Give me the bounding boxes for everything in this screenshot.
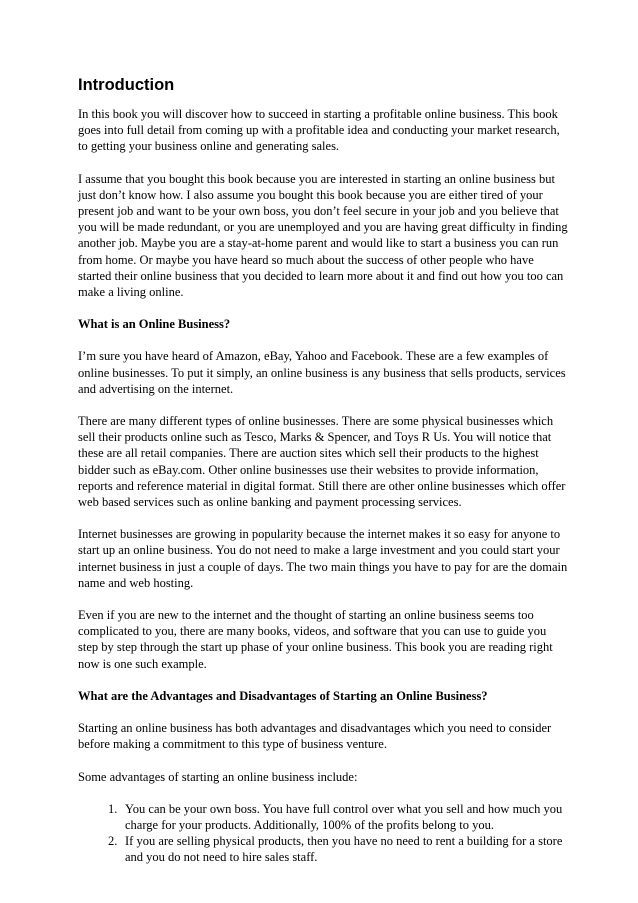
body-paragraph: There are many different types of online businesses. There are some physical businesses which sell their products online such as Tesco, Marks & Spencer, and Toys R Us. You will notice that these are all retail companies. There are auction sites which sell their products to the highest bidder such as eBay.com. Other online businesses use their websites to provide information, reports and reference material in digital format. Still there are other online businesses which offer web based services such as online banking and payment processing services. <box>78 414 566 510</box>
list-item-text: You can be your own boss. You have full control over what you sell and how much you charge for your products. Additionally, 100% of the profits belong to you. <box>125 801 563 832</box>
body-paragraph: Starting an online business has both advantages and disadvantages which you need to consider before making a commitment to this type of business venture. <box>78 721 552 752</box>
list-item-text: If you are selling physical products, then you have no need to rent a building for a store and you do not need to hire sales staff. <box>125 834 563 865</box>
body-paragraph: I’m sure you have heard of Amazon, eBay, Yahoo and Facebook. These are a few examples of online businesses. To put it simply, an online business is any business that sells products, services and advertising on the internet. <box>78 349 566 396</box>
body-paragraph: Internet businesses are growing in popularity because the internet makes it so easy for anyone to start up an online business. You do not need to make a large investment and you could start your internet business in just a couple of days. The two main things you have to pay for are the domain name and web hosting. <box>78 527 568 590</box>
list-item-number: 2. <box>108 834 118 849</box>
body-paragraph: Even if you are new to the internet and the thought of starting an online business seems too complicated to you, there are many books, videos, and software that you can use to guide you step by step through the start up phase of your online business. This book you are reading right now is one such example. <box>78 608 553 671</box>
list-item-number: 1. <box>108 801 118 816</box>
document-page <box>78 75 568 866</box>
advantages-list <box>78 801 568 866</box>
section-heading-online-business: What is an Online Business? <box>78 317 231 332</box>
intro-paragraph: I assume that you bought this book because you are interested in starting an online business but just don’t know how. I also assume you bought this book because you are either tired of your present job and want to be your own boss, you don’t feel secure in your job and you believe that you will be made redundant, or you are unemployed and you are having great difficulty in finding another job. Maybe you are a stay-at-home parent and would like to start a business you can run from home. Or maybe you have heard so much about the success of other people who have started their online business that you decided to learn more about it and find out how you too can make a living online. <box>78 171 568 300</box>
intro-paragraph: In this book you will discover how to succeed in starting a profitable online business. This book goes into full detail from coming up with a profitable idea and conducting your market research, to getting your business online and generating sales. <box>78 107 560 154</box>
list-item <box>108 833 568 865</box>
page-title: Introduction <box>78 76 175 94</box>
list-item <box>108 801 568 833</box>
section-heading-advantages: What are the Advantages and Disadvantages of Starting an Online Business? <box>78 688 488 703</box>
body-paragraph: Some advantages of starting an online business include: <box>78 769 358 784</box>
